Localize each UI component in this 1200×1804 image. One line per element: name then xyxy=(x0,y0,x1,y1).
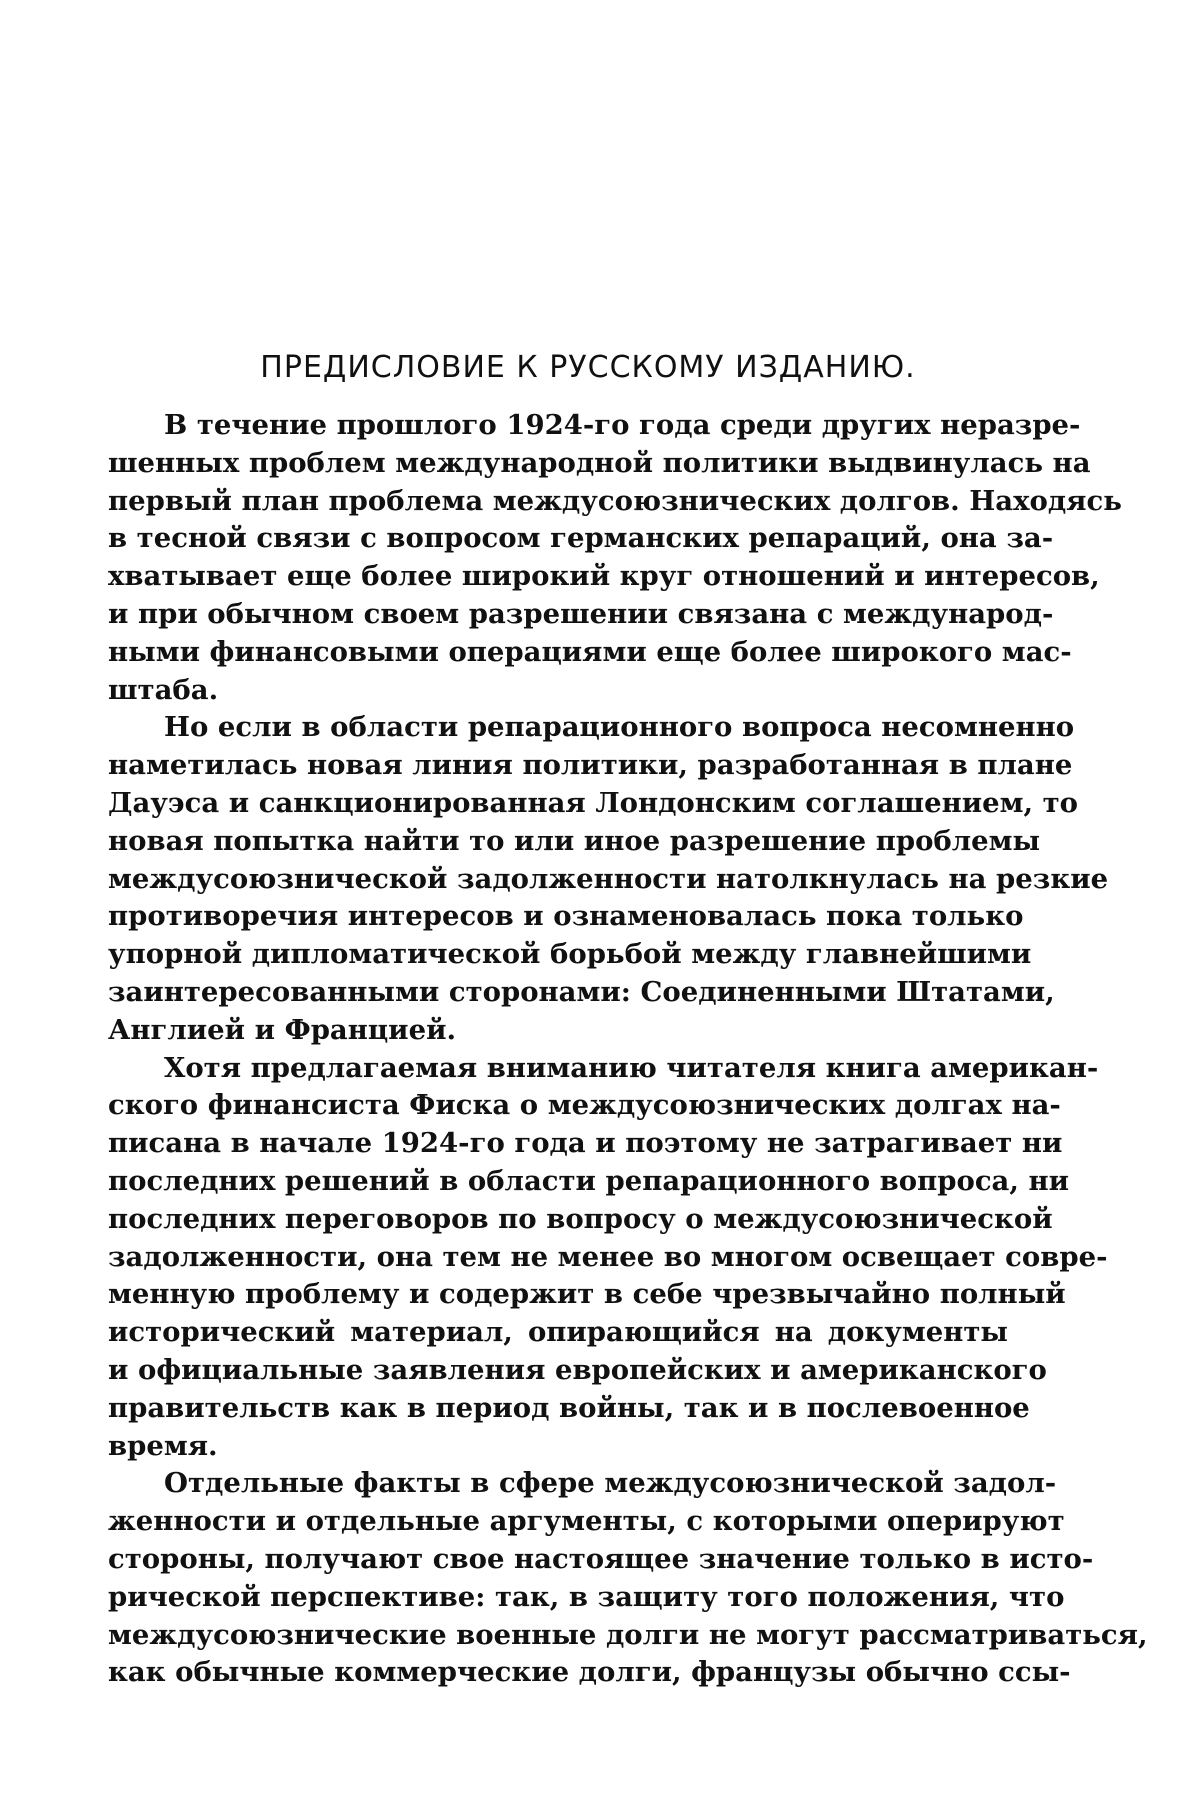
text-line: штаба. xyxy=(108,673,219,706)
text-line: рической перспективе: так, в защиту того положения, что xyxy=(108,1580,1065,1613)
text-line: В течение прошлого 1924-го года среди других неразре- xyxy=(164,409,1081,441)
text-line: Хотя предлагаемая вниманию читателя книга американ- xyxy=(164,1051,1099,1084)
paragraph-3 xyxy=(108,1050,1108,1466)
paragraph-2 xyxy=(108,709,1109,1049)
text-line: и при обычном своем разрешении связана с международ- xyxy=(108,597,1054,630)
text-line: хватывает еще более широкий круг отношений и интересов, xyxy=(108,560,1100,593)
text-line: в тесной связи с вопросом германских репараций, она за- xyxy=(108,522,1054,555)
text-line: новая попытка найти то или иное разрешение проблемы xyxy=(108,824,1041,857)
text-line: заинтересованными сторонами: Соединенными Штатами, xyxy=(108,975,1055,1008)
text-line: Дауэса и санкционированная Лондонским соглашением, то xyxy=(108,786,1079,819)
text-line: стороны, получают свое настоящее значение только в исто- xyxy=(108,1542,1094,1575)
text-line: задолженности, она тем не менее во многом освещает совре- xyxy=(108,1240,1108,1273)
text-line: последних решений в области репарационного вопроса, ни xyxy=(108,1164,1070,1197)
paragraph-1 xyxy=(108,407,1122,709)
paragraph-4 xyxy=(108,1465,1148,1692)
text-line: правительств как в период войны, так и в послевоенное xyxy=(108,1391,1030,1424)
text-line: первый план проблема междусоюзнических долгов. Находясь xyxy=(108,484,1122,517)
text-line: упорной дипломатической борьбой между главнейшими xyxy=(108,938,1032,971)
text-line: наметилась новая линия политики, разработанная в плане xyxy=(108,749,1073,782)
text-line: Но если в области репарационного вопроса несомненно xyxy=(164,711,1075,744)
text-line: междусоюзнические военные долги не могут рассматриваться, xyxy=(108,1618,1148,1651)
text-line: ского финансиста Фиска о междусоюзнических долгах на- xyxy=(108,1089,1061,1122)
document-page xyxy=(108,350,1148,1692)
text-line: исторический материал, опирающийся на документы xyxy=(108,1316,1008,1349)
text-line: и официальные заявления европейских и американского xyxy=(108,1353,1047,1386)
text-line: противоречия интересов и ознаменовалась пока только xyxy=(108,900,1024,933)
text-line: междусоюзнической задолженности натолкнулась на резкие xyxy=(108,862,1109,895)
text-line: Отдельные факты в сфере междусоюзнической задол- xyxy=(164,1467,1057,1500)
text-line: писана в начале 1924-го года и поэтому не затрагивает ни xyxy=(108,1127,1063,1160)
page-title: ПРЕДИСЛОВИЕ К РУССКОМУ ИЗДАНИЮ. xyxy=(260,350,916,385)
text-line: женности и отдельные аргументы, с которыми оперируют xyxy=(108,1505,1065,1538)
text-line: ными финансовыми операциями еще более широкого мас- xyxy=(108,635,1072,668)
text-line: Англией и Францией. xyxy=(108,1013,457,1046)
text-line: как обычные коммерческие долги, французы обычно ссы- xyxy=(108,1656,1071,1689)
text-line: менную проблему и содержит в себе чрезвычайно полный xyxy=(108,1278,1066,1311)
text-line: время. xyxy=(108,1429,218,1462)
text-line: шенных проблем международной политики выдвинулась на xyxy=(108,446,1091,479)
text-line: последних переговоров по вопросу о междусоюзнической xyxy=(108,1202,1053,1235)
